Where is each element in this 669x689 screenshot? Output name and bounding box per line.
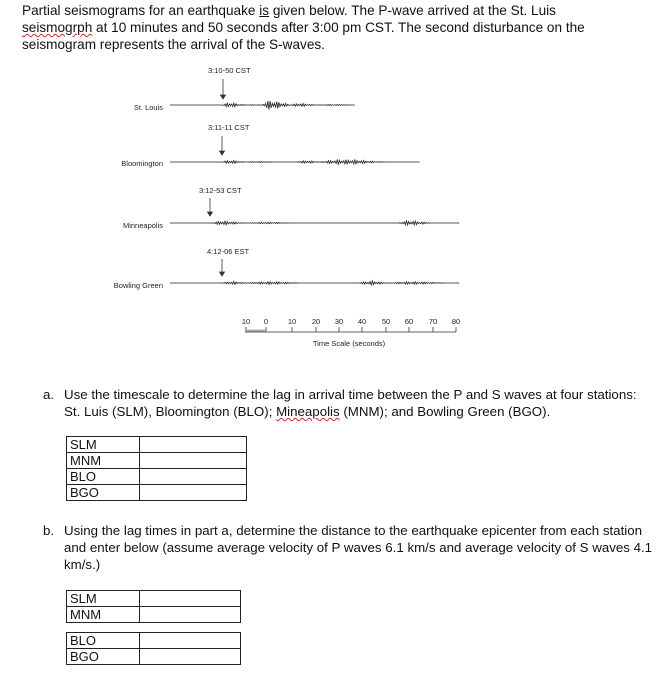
arrow-head-minneapolis — [208, 212, 213, 216]
station-code: BGO — [67, 649, 140, 665]
station-name-bloomington: Bloomington — [121, 159, 163, 168]
station-code: MNM — [67, 453, 140, 469]
station-code: SLM — [67, 591, 140, 607]
time-scale-bar — [245, 327, 456, 332]
station-name-bowlinggreen: Bowling Green — [113, 281, 163, 290]
lag-time-table — [66, 436, 247, 501]
time-scale-label: Time Scale (seconds) — [312, 339, 386, 348]
lag-input-blo[interactable] — [140, 469, 247, 485]
scale-tick-label: 10 — [287, 317, 297, 326]
seismogram-trace-bloomington — [170, 160, 420, 165]
lag-input-mnm[interactable] — [140, 453, 247, 469]
station-code: MNM — [67, 607, 140, 623]
arrow-head-bloomington — [220, 151, 225, 155]
arrow-head-bowlinggreen — [220, 272, 225, 276]
station-name-stlouis: St. Louis — [133, 103, 163, 112]
scale-tick-label: 70 — [428, 317, 438, 326]
station-code: BGO — [67, 485, 140, 501]
station-time-minneapolis: 3:12-53 CST — [199, 186, 242, 195]
scale-tick-label: 0 — [263, 317, 269, 326]
question-a: a. Use the timescale to determine the lag in arrival time between the P and S waves at four stations: St. Luis (SLM), Bloomington (BLO); Mineapolis (MNM); and Bowling Green (BGO). — [43, 387, 637, 419]
station-time-bloomington: 3:11-11 CST — [208, 123, 250, 132]
station-code: BLO — [67, 633, 140, 649]
station-time-stlouis: 3:10-50 CST — [208, 66, 251, 75]
seismogram-trace-bowlinggreen — [170, 281, 459, 285]
distance-input-bgo[interactable] — [140, 649, 241, 665]
distance-table-2 — [66, 632, 241, 665]
arrow-head-stlouis — [221, 95, 226, 99]
scale-tick-label: 40 — [357, 317, 367, 326]
scale-tick-label: 60 — [404, 317, 414, 326]
distance-table-1 — [66, 590, 241, 623]
question-b-label: b. — [43, 523, 55, 538]
seismogram-trace-stlouis — [170, 101, 355, 110]
station-code: SLM — [67, 437, 140, 453]
question-a-label: a. — [43, 387, 55, 402]
scale-tick-label: 80 — [451, 317, 461, 326]
seismogram-trace-minneapolis — [170, 221, 459, 225]
station-name-minneapolis: Minneapolis — [122, 221, 163, 230]
scale-tick-label: 50 — [381, 317, 391, 326]
scale-tick-label: 20 — [311, 317, 321, 326]
scale-tick-label: 30 — [334, 317, 344, 326]
station-time-bowlinggreen: 4:12-06 EST — [207, 247, 250, 256]
lag-input-bgo[interactable] — [140, 485, 247, 501]
lag-input-slm[interactable] — [140, 437, 247, 453]
word-is: is — [259, 3, 270, 18]
question-b: b. Using the lag times in part a, determine the distance to the earthquake epicenter from each station and enter below (assume average velocity of P waves 6.1 km/s and average velocity of S waves 4.1 km/s.) — [43, 523, 653, 572]
distance-input-mnm[interactable] — [140, 607, 241, 623]
distance-input-blo[interactable] — [140, 633, 241, 649]
misspelled-mineapolis: Mineapolis — [276, 404, 340, 419]
misspelled-seismogrph: seismogrph — [22, 20, 93, 35]
distance-input-slm[interactable] — [140, 591, 241, 607]
intro-paragraph: Partial seismograms for an earthquake is given below. The P-wave arrived at the St. Luis seismogrph at 10 minutes and 50 seconds after 3:00 pm CST. The second disturbance on the seismogram represents the arrival of the S-waves. — [22, 3, 585, 52]
station-code: BLO — [67, 469, 140, 485]
scale-tick-label: 10 — [241, 317, 251, 326]
